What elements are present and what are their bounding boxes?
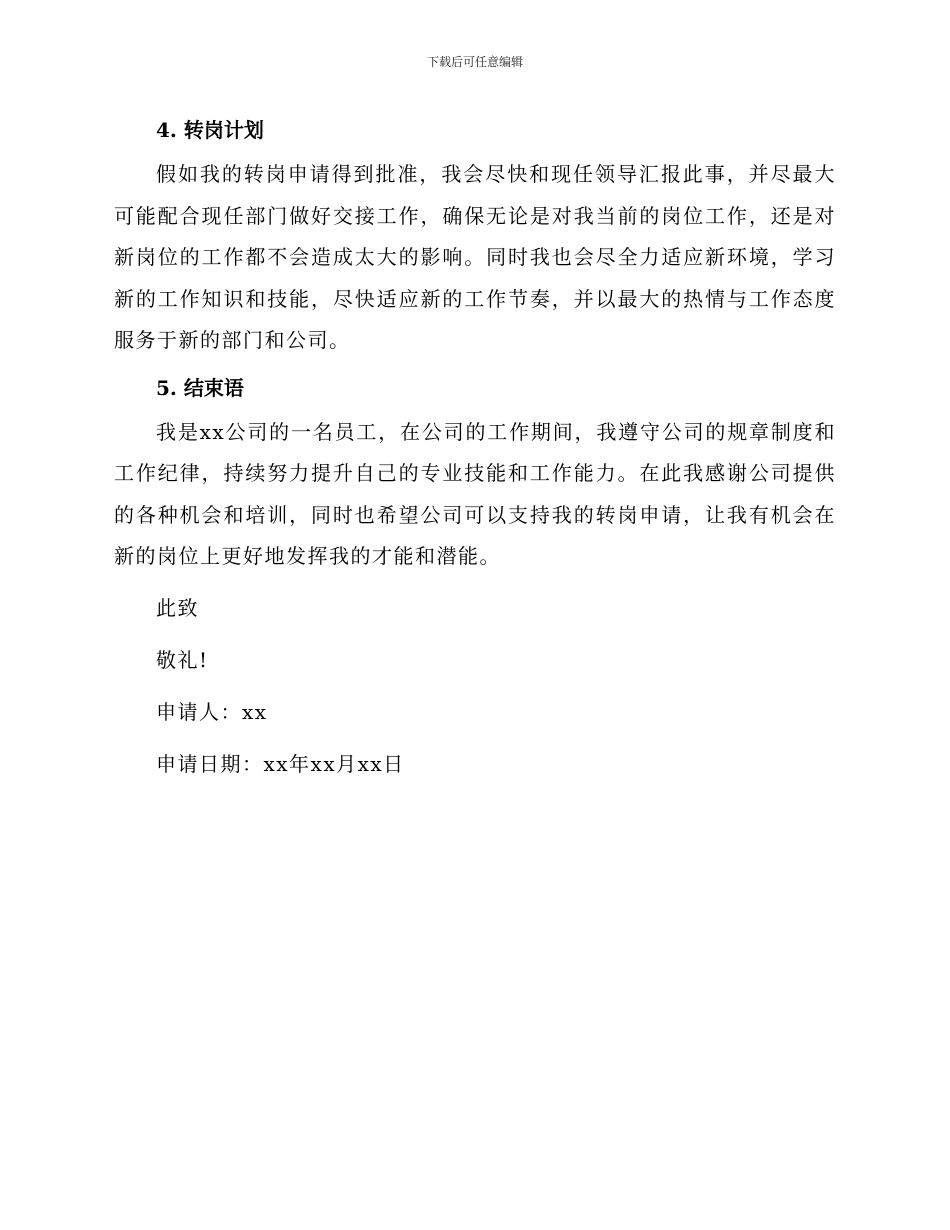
section-heading-conclusion: 5. 结束语 — [156, 375, 244, 400]
application-date-line: 申请日期：xx年xx月xx日 — [156, 751, 405, 776]
page-header: 下载后可任意编辑 — [426, 55, 523, 69]
section-heading-transfer-plan: 4. 转岗计划 — [156, 118, 264, 142]
closing-salutation: 此致 — [156, 595, 199, 620]
document-body — [114, 110, 836, 782]
applicant-line: 申请人：xx — [156, 699, 268, 724]
paragraph-transfer-plan: 假如我的转岗申请得到批准，我会尽快和现任领导汇报此事，并尽最大可能配合现任部门做好交接工作，确保无论是对我当前的岗位工作，还是对新岗位的工作都不会造成太大的影响。同时我也会尽全力适应新环境，学习新的工作知识和技能，尽快适应新的工作节奏，并以最大的热情与工作态度服务于新的部门和公司。 — [114, 162, 836, 352]
paragraph-conclusion: 我是xx公司的一名员工，在公司的工作期间，我遵守公司的规章制度和工作纪律，持续努力提升自己的专业技能和工作能力。在此我感谢公司提供的各种机会和培训，同时也希望公司可以支持我的转岗申请，让我有机会在新的岗位上更好地发挥我的才能和潜能。 — [114, 419, 836, 568]
closing-regards: 敬礼! — [156, 647, 209, 672]
